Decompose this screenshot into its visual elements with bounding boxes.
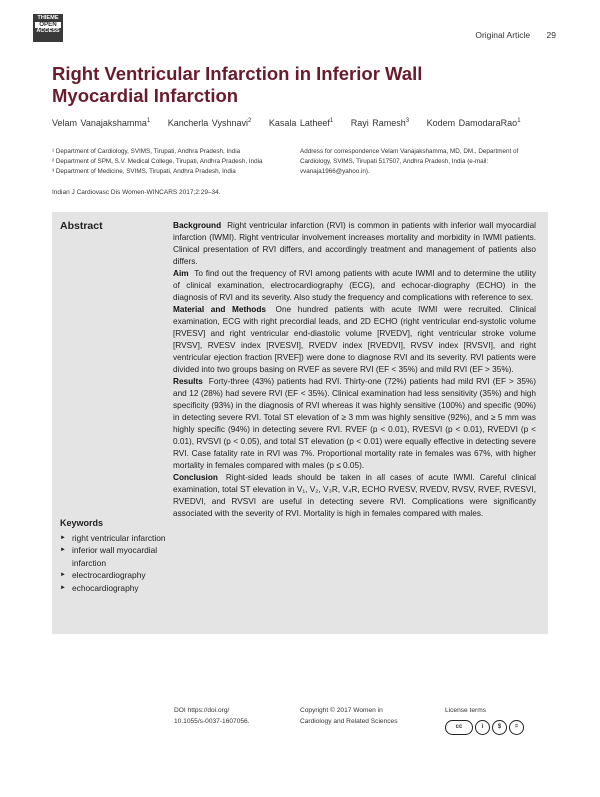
abstract-section-conclusion: Conclusion Right-sided leads should be taken in all cases of acute IWMI. Careful clinical examination, total ST elevation in V₁, V₂, V₃R, V₄R, ECHO RVESV, RVEDV, RVSV, RVEF, RVESVI, RVEDVI, and RVSVI are useful in detecting severe RVI. Complications were significantly associated with the severity of RVI. Mortality is high in females compared with males.	[173, 473, 536, 518]
affiliation: ¹ Department of Cardiology, SVIMS, Tirupati, Andhra Pradesh, India	[52, 148, 241, 155]
author-list	[52, 118, 535, 128]
author: Kasala Latheef$^1$	[268, 118, 334, 128]
page-number: 29	[546, 30, 556, 40]
abstract-label: Abstract	[60, 220, 103, 232]
author: Kancherla Vyshnavi$^2$	[167, 118, 252, 128]
keyword-item: ► inferior wall myocardial infarction	[60, 544, 170, 569]
publisher-logo	[33, 14, 63, 42]
abstract-box	[52, 212, 548, 634]
keywords-list	[60, 532, 170, 595]
attribution-icon: i	[475, 720, 490, 735]
keywords-block	[60, 517, 170, 594]
citation-line: Indian J Cardiovasc Dis Women-WINCARS 2017;2:29–34.	[52, 189, 221, 196]
keywords-label: Keywords	[60, 518, 104, 528]
doi-block	[174, 706, 250, 727]
article-title: Right Ventricular Infarction in Inferior Wall Myocardial Infarction	[52, 63, 423, 106]
author: Rayi Ramesh$^3$	[350, 118, 410, 128]
keyword-item: ► right ventricular infarction	[60, 532, 170, 545]
affiliation: ³ Department of Medicine, SVIMS, Tirupati, Andhra Pradesh, India	[52, 168, 236, 175]
noderivatives-icon: =	[509, 720, 524, 735]
abstract-text	[173, 220, 536, 520]
logo-line2: OPEN	[35, 22, 61, 29]
logo-line3: ACCESS	[36, 28, 60, 35]
keyword-item: ► echocardiography	[60, 582, 170, 595]
logo-line1: THIEME	[37, 15, 59, 21]
abstract-section-results: Results Forty-three (43%) patients had RVI. Thirty-one (72%) patients had mild RVI (EF > 35%) and 12 (28%) had severe RVI (EF < 35%). Clinical examination had less sensitivity (35%) and high specificity (93%) in the diagnosis of RVI whereas it was highly sensitive (100%) and specific (90%) in detecting severe RVI. Total ST elevation of ≥ 3 mm was highly sensitive (92%), and ≥ 5 mm was highly specific (94%) in detecting severe RVI. RVEF (p < 0.01), RVESVI (p < 0.01), RVEDVI (p < 0.01), RVSVI (p < 0.05), and total ST elevation (p < 0.01) were equally effective in detecting severe RVI. Case fatality rate in RVI was 7%. Proportional mortality rate in females was 67%, with higher mortality in females compared with males (p ≤ 0.05).	[173, 377, 536, 470]
license-label[interactable]: License terms	[445, 707, 487, 714]
correspondence-address: Address for correspondence Velam Vanajakshamma, MD, DM., Department of Cardiology, SVIMS, Tirupati 517507, Andhra Pradesh, India (e-mail: vvanaja1966@yahoo.in).	[300, 148, 519, 175]
noncommercial-icon: $	[492, 720, 507, 735]
article-type: Original Article	[475, 30, 531, 40]
abstract-section-methods: Material and Methods One hundred patients with acute IWMI were recruited. Clinical examination, ECG with right precordial leads, and 2D ECHO (right ventricular end-systolic volume [RVESV] and right ventricular end-diastolic volume [RVEDV], right ventricular stroke volume [RVSV], RVESV index [RVESVI], RVEDV index [RVEDVI], RVSV index [RVSVI], and right ventricular ejection fraction [RVEF]) were done to diagnose RVI and its severity. RVI patients were divided into two groups basing on RVEF as severe RVI (EF < 35%) and mild RVI (EF > 35%).	[173, 305, 536, 374]
doi-label: DOI	[174, 707, 186, 714]
author: Kodem DamodaraRao$^1$	[426, 118, 521, 128]
cc-icon: cc	[445, 720, 473, 735]
abstract-section-aim: Aim To find out the frequency of RVI among patients with acute IWMI and to determine the utility of clinical examination, electrocardiography (ECG), and echocar-diography (ECHO) in the diagnosis of RVI and its severity. Also study the frequency and complications with reference to sex.	[173, 269, 536, 302]
running-header	[475, 30, 556, 40]
affiliations	[52, 147, 302, 177]
doi-link[interactable]: https://doi.org/	[187, 707, 230, 714]
license-icons	[445, 720, 524, 735]
abstract-section-background: Background Right ventricular infarction (RVI) is common in patients with inferior wall myocardial infarction (IWMI). Right ventricular involvement increases mortality and morbidity in IWMI patients. Clinical presentation of RVI differs, and accordingly treatment and management of patients also differs.	[173, 221, 537, 266]
author: Velam Vanajakshamma$^1$	[52, 118, 151, 128]
license-block	[445, 706, 524, 735]
affiliation: ² Department of SPM, S.V. Medical College, Tirupati, Andhra Pradesh, India	[52, 158, 263, 165]
doi-value[interactable]: 10.1055/s-0037-1607056.	[174, 717, 250, 725]
copyright-notice: Copyright © 2017 Women in Cardiology and Related Sciences	[300, 707, 398, 725]
keyword-item: ► electrocardiography	[60, 569, 170, 582]
